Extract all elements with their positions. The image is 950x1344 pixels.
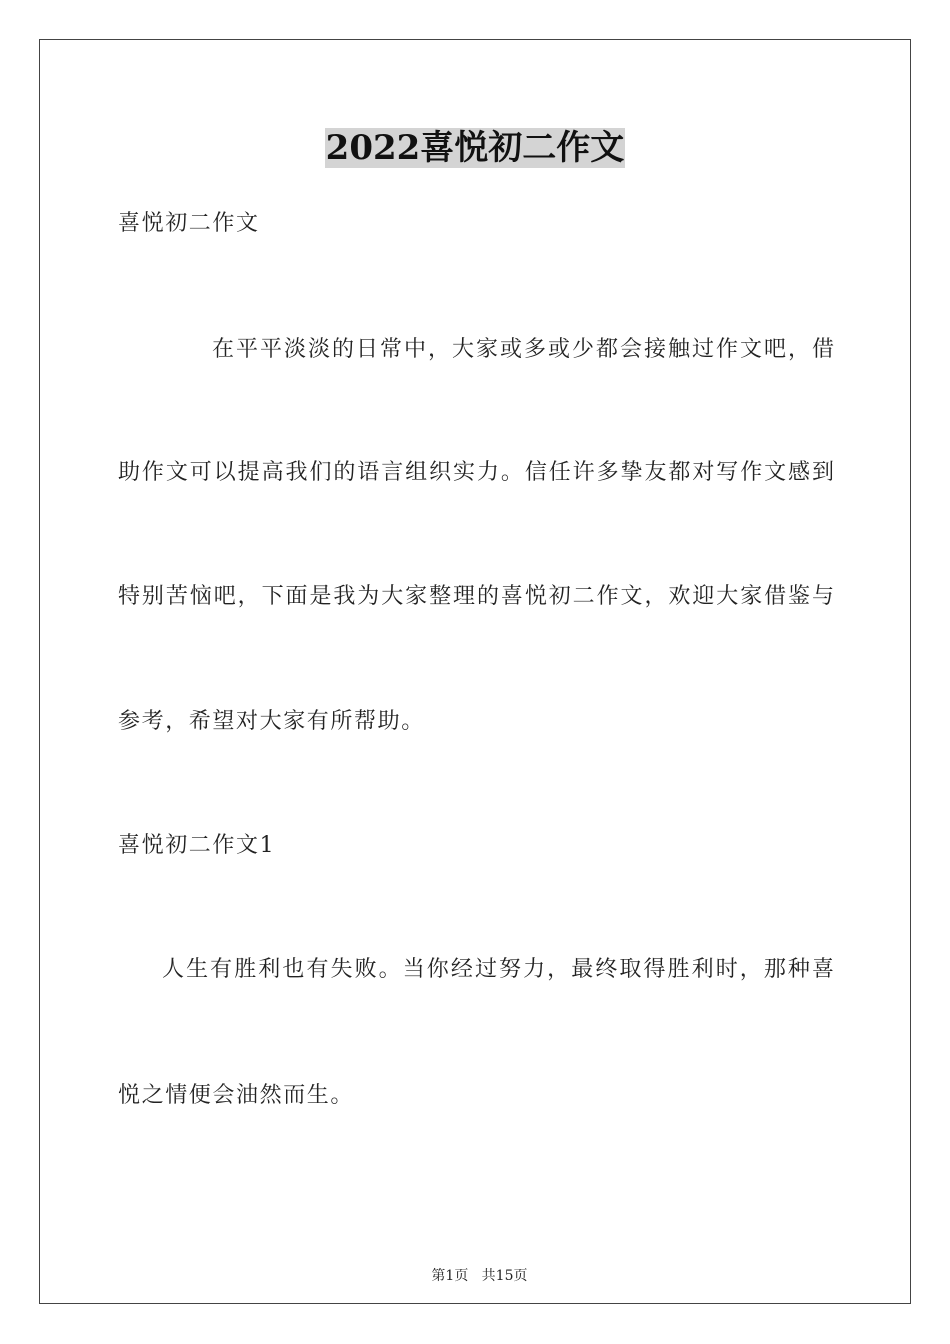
body-line-2: 悦之情便会油然而生。 <box>118 1083 355 1108</box>
section-heading: 喜悦初二作文1 <box>118 833 276 858</box>
intro-line-3: 特别苦恼吧，下面是我为大家整理的喜悦初二作文，欢迎大家借鉴与 <box>118 584 834 609</box>
intro-line-1: 在平平淡淡的日常中，大家或多或少都会接触过作文吧，借 <box>212 337 834 362</box>
page-number-footer <box>0 1246 950 1286</box>
document-title <box>0 124 950 172</box>
document-title-text: 2022喜悦初二作文 <box>325 128 625 168</box>
page-number-label: 第1页 共15页 <box>431 1268 528 1284</box>
body-line-1: 人生有胜利也有失败。当你经过努力，最终取得胜利时，那种喜 <box>162 957 834 982</box>
intro-line-4: 参考，希望对大家有所帮助。 <box>118 709 425 734</box>
document-subtitle: 喜悦初二作文 <box>118 211 260 236</box>
intro-line-2: 助作文可以提高我们的语言组织实力。信任许多挚友都对写作文感到 <box>118 460 834 485</box>
